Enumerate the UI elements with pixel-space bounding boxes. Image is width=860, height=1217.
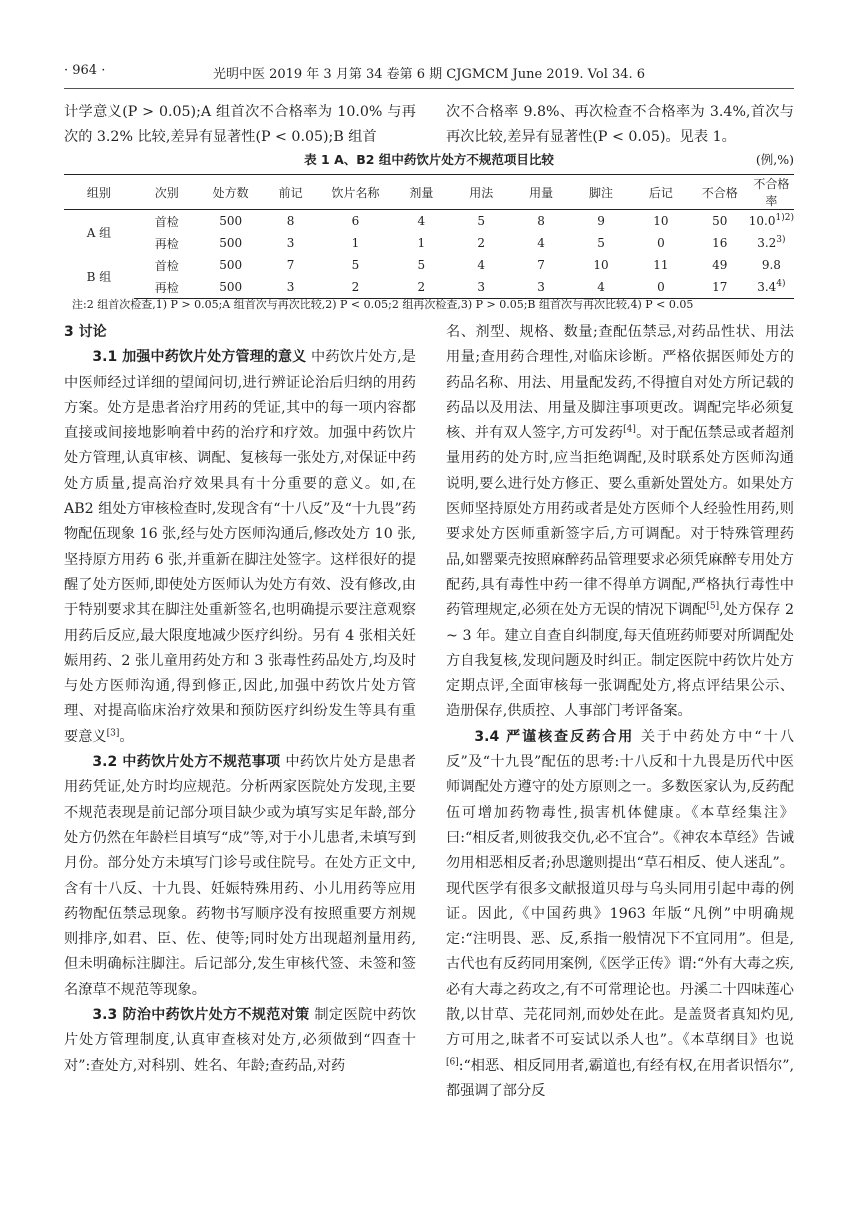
- table-cell: 2: [391, 276, 451, 299]
- table-cell: 1: [351, 236, 360, 250]
- column-header: 后记: [631, 175, 691, 210]
- table-cell: 再检: [154, 236, 179, 251]
- rate-value: 3.2: [757, 236, 777, 250]
- citation: [4]: [623, 424, 636, 435]
- column-header: 脚注: [571, 175, 631, 210]
- rate-value: 10.0: [748, 214, 776, 228]
- paragraph-text: 制定医院中药饮片处方管理制度,认真审查核对处方,必须做到“四查十对”:查处方,对科别、姓名、年龄;查药品,对药: [64, 1007, 416, 1074]
- significance-marker: 4): [776, 279, 786, 289]
- paragraph-3-3: [64, 1003, 416, 1079]
- table-cell: 3: [262, 276, 320, 299]
- table-cell: 7: [286, 258, 295, 272]
- table-cell: 3: [286, 236, 295, 250]
- column-header: 饮片名称: [320, 175, 392, 210]
- paragraph-text: :“相恶、相反同用者,霸道也,有经有权,在用者识悟尔”,都强调了部分反: [446, 1057, 795, 1099]
- table-cell: 4: [417, 214, 426, 228]
- column-header: 前记: [262, 175, 320, 210]
- table-cell: 500: [219, 214, 243, 228]
- table-note: 注:2 组首次检查,1) P > 0.05;A 组首次与再次比较,2) P < 0.05;2 组再次检查,3) P > 0.05;B 组首次与再次比较,4) P < 0.05: [72, 298, 694, 311]
- group-label: B 组: [86, 269, 112, 284]
- table-header-row: [64, 175, 794, 210]
- rate-value: 3.4: [757, 280, 777, 294]
- table-cell: 8: [537, 214, 545, 228]
- table-cell: 4: [571, 276, 631, 299]
- table-unit: (例,%): [755, 152, 794, 167]
- table-row: [64, 254, 794, 276]
- paragraph-3-4: [446, 725, 794, 1104]
- journal-info: 光明中医 2019 年 3 月第 34 卷第 6 期 CJGMCM June 2019. Vol 34. 6: [212, 67, 646, 82]
- table-cell: 5: [477, 214, 486, 228]
- table-cell: 17: [691, 276, 749, 299]
- paragraph-text: ,处方保存 2 ~ 3 年。建立自查自纠制度,每天值班药师要对所调配处方自我复核,发现问题及时纠正。制定医院中药饮片处方定期点评,全面审核每一张调配处方,将点评结果公示、造册保存,供质控、人事部门考评备案。: [446, 602, 795, 720]
- table-cell: 4: [477, 258, 486, 272]
- table-row: [64, 232, 794, 254]
- table-cell: 0: [631, 276, 691, 299]
- column-header: 剂量: [391, 175, 451, 210]
- section-heading: 3 讨论: [64, 324, 107, 340]
- table-cell: [749, 276, 794, 299]
- page-number: · 964 ·: [64, 63, 106, 78]
- table-cell: 首检: [154, 258, 179, 273]
- significance-marker: 1)2): [775, 213, 794, 223]
- comparison-table: [64, 174, 794, 299]
- table-cell: 首检: [154, 214, 179, 229]
- table-cell: 4: [537, 236, 545, 250]
- page-header: [64, 54, 794, 89]
- subsection-title: 3.2 中药饮片处方不规范事项: [92, 754, 281, 771]
- table-cell: 2: [477, 236, 486, 250]
- table-caption-row: [64, 150, 794, 172]
- table-cell: 49: [712, 258, 728, 272]
- paragraph-text: 关于中药处方中“十八反”及“十九畏”配伍的思考:十八反和十九畏是历代中医师调配处方遵守的处方原则之一。多数医家认为,反药配伍可增加药物毒性,损害机体健康。《本草经集注》曰:“相反者,则彼我交仇,必不宜合”。《神农本草经》告诫勿用相恶相反者;孙思邈则提出“草石相反、使人迷乱”。现代医学有很多文献报道贝母与乌头同用引起中毒的例证。因此,《中国药典》1963 年版“凡例”中明确规定:“注明畏、恶、反,系指一般情况下不宜同用”。但是,古代也有反药同用案例,《医学正传》谓:“外有大毒之疾,必有大毒之药攻之,有不可常理论也。丹溪二十四味莲心散,以甘草、芫花同剂,而妙处在此。是盖贤者真知灼见,方可用之,昧者不可妄试以杀人也”。《本草纲目》也说: [446, 728, 794, 1049]
- table-cell: 再检: [134, 276, 200, 299]
- table-cell: 2: [320, 276, 392, 299]
- table-cell: 500: [219, 258, 243, 272]
- citation: [6]: [446, 1056, 459, 1067]
- significance-marker: 3): [776, 235, 786, 245]
- column-header: 处方数: [200, 175, 262, 210]
- intro-left-column: [64, 100, 416, 151]
- table-cell: 500: [219, 236, 243, 250]
- table-cell: 10: [653, 214, 669, 228]
- table-cell: 6: [351, 214, 360, 228]
- column-header: 不合格率: [749, 175, 794, 210]
- paragraph-3-3-continued: [446, 320, 794, 725]
- column-header: 次别: [134, 175, 200, 210]
- body-left-column: [64, 320, 416, 1079]
- table-caption: 表 1 A、B2 组中药饮片处方不规范项目比较: [304, 152, 554, 167]
- table-cell: 16: [712, 236, 728, 250]
- group-label: A 组: [86, 225, 112, 240]
- column-header: 用量: [511, 175, 571, 210]
- table-cell: 0: [657, 236, 665, 250]
- citation: [5]: [706, 601, 720, 612]
- paragraph-text: 中药饮片处方,是中医师经过详细的望闻问切,进行辨证论治后归纳的用药方案。处方是患者治疗用药的凭证,其中的每一项内容都直接或间接地影响着中药的治疗和疗效。加强中药饮片处方管理,认真审核、调配、复核每一张处方,对保证中药处方质量,提高治疗效果具有十分重要的意义。如,在 AB2 组处方审核检查时,发现含有“十八反”及“十九畏”药物配伍现象 16 张,经与处方医师沟通后,修改处方 10 张,坚持原方用药 6 张,并重新在脚注处签字。这样很好的提醒了处方医师,即使处方医师认为处方有效、没有修改,由于特别要求其在脚注处重新签名,也明确提示要注意观察用药后反应,最大限度地减少医疗纠纷。另有 4 张相关妊娠用药、2 张儿童用药处方和 3 张毒性药品处方,均及时与处方医师沟通,得到修正,因此,加强中药饮片处方管理、对提高临床治疗效果和预防医疗纠纷发生等具有重要意义: [64, 349, 416, 745]
- paragraph-3-2: [64, 750, 416, 1003]
- paragraph-text: 名、剂型、规格、数量;查配伍禁忌,对药品性状、用法用量;查用药合理性,对临床诊断。严格依据医师处方的药品名称、用法、用量配发药,不得擅自对处方所记载的药品以及用法、用量及脚注事项更改。调配完毕必须复核、并有双人签字,方可发药: [446, 324, 794, 442]
- subsection-title: 3.4 严谨核查反药合用: [474, 728, 635, 745]
- paragraph-text: 。对于配伍禁忌或者超剂量用药的处方时,应当拒绝调配,及时联系处方医师沟通说明,要么进行处方修正、要么重新处置处方。如果处方医师坚持原处方用药或者是处方医师个人经验性用药,则要求处方医师重新签字后,方可调配。对于特殊管理药品,如罂粟壳按照麻醉药品管理要求必须凭麻醉专用处方配药,具有毒性中药一律不得单方调配,严格执行毒性中药管理规定,必须在处方无误的情况下调配: [446, 425, 794, 619]
- citation: [3]: [106, 728, 120, 739]
- intro-right-text: 次不合格率 9.8%、再次检查不合格率为 3.4%,首次与再次比较,差异有显著性(P < 0.05)。见表 1。: [446, 104, 794, 146]
- column-header: 用法: [451, 175, 511, 210]
- table-cell: 5: [417, 258, 426, 272]
- rate-value: 9.8: [761, 258, 781, 272]
- table-cell: 11: [653, 258, 669, 272]
- paragraph-tail: 。: [119, 728, 134, 745]
- table-cell: [749, 254, 794, 276]
- table-cell: 500: [200, 276, 262, 299]
- paragraph-text: 中药饮片处方是患者用药凭证,处方时均应规范。分析两家医院处方发现,主要不规范表现是前记部分项目缺少或为填写实足年龄,部分处方仍然在年龄栏目填写“成”等,对于小儿患者,未填写到月份。部分处方未填写门诊号或住院号。在处方正文中,含有十八反、十九畏、妊娠特殊用药、小儿用药等应用药物配伍禁忌现象。药物书写顺序没有按照重要方剂规则排序,如君、臣、佐、使等;同时处方出现超剂量用药,但未明确标注脚注。后记部分,发生审核代签、未签和签名潦草不规范等现象。: [64, 754, 416, 998]
- intro-right-column: [446, 100, 794, 151]
- table-cell: 5: [597, 236, 605, 250]
- column-header: 不合格: [691, 175, 749, 210]
- table-cell: 7: [537, 258, 545, 272]
- table-cell: [749, 210, 794, 233]
- subsection-title: 3.3 防治中药饮片处方不规范对策: [92, 1007, 310, 1024]
- table-cell: 10: [593, 258, 609, 272]
- paragraph-3-1: [64, 345, 416, 750]
- table-cell: [749, 232, 794, 254]
- table-cell: 9: [597, 214, 605, 228]
- table-cell: 1: [417, 236, 426, 250]
- table-cell: 3: [511, 276, 571, 299]
- intro-left-text: 计学意义(P > 0.05);A 组首次不合格率为 10.0% 与再次的 3.2% 比较,差异有显著性(P < 0.05);B 组首: [64, 104, 416, 146]
- table-cell: 5: [351, 258, 360, 272]
- column-header: 组别: [64, 175, 134, 210]
- table-row: [64, 210, 794, 233]
- table-cell: 8: [286, 214, 295, 228]
- table-cell: 50: [712, 214, 728, 228]
- subsection-title: 3.1 加强中药饮片处方管理的意义: [92, 349, 307, 366]
- table-cell: 3: [451, 276, 511, 299]
- body-right-column: [446, 320, 794, 1104]
